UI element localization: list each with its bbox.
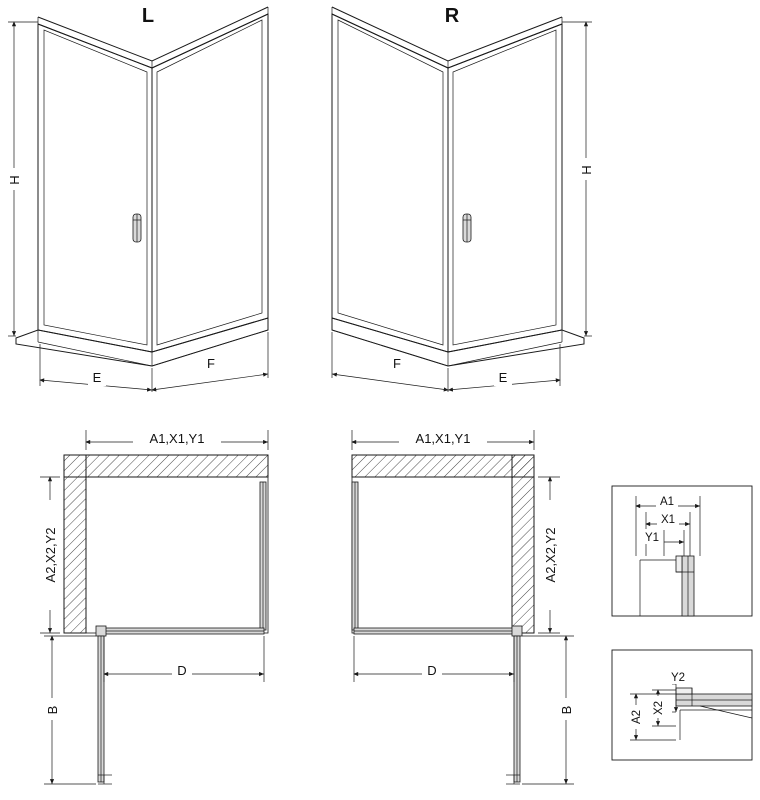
glass-panel-horizontal-right-plan xyxy=(354,628,514,634)
label-D-left: D xyxy=(177,663,187,678)
label-B-left: B xyxy=(45,705,60,715)
label-E-left: E xyxy=(92,370,102,385)
dimension-H-left xyxy=(6,22,38,336)
hinge-left-plan xyxy=(96,626,106,636)
label-H-right: H xyxy=(579,165,594,175)
dimension-D-right xyxy=(354,636,514,682)
glass-panel-vertical-left-plan xyxy=(260,482,266,630)
door-handle-right-view xyxy=(463,214,471,242)
label-A1X1Y1-right: A1,X1,Y1 xyxy=(415,431,471,446)
profile-detail-bottom xyxy=(676,688,752,740)
wall-top-right-plan xyxy=(352,455,534,477)
label-D-right: D xyxy=(427,663,437,678)
isometric-view-right xyxy=(332,5,594,392)
wall-left-left-plan xyxy=(64,477,86,633)
isometric-view-left xyxy=(6,5,268,392)
dimension-B-right xyxy=(522,636,574,784)
label-E-right: E xyxy=(498,370,508,385)
label-A1X1Y1-left: A1,X1,Y1 xyxy=(149,431,205,446)
label-A2X2Y2-left: A2,X2,Y2 xyxy=(43,527,58,583)
dimension-B-left xyxy=(44,636,96,784)
dimension-A2X2Y2-left xyxy=(40,477,60,633)
dimension-Y1-detail xyxy=(641,529,684,556)
dimension-H-right xyxy=(562,22,594,336)
glass-panel-vertical-right-plan xyxy=(352,482,358,630)
label-H-left: H xyxy=(7,175,22,185)
dimension-A2X2Y2-right xyxy=(538,477,560,633)
label-Y2-detail: Y2 xyxy=(670,672,686,684)
label-A1-detail: A1 xyxy=(659,496,675,508)
detail-view-bottom xyxy=(612,650,752,760)
dimension-D-left xyxy=(104,636,264,682)
glass-panel-horizontal-left-plan xyxy=(104,628,264,634)
dimension-A1X1Y1-right xyxy=(352,430,534,450)
plan-view-right xyxy=(352,430,574,784)
detail-view-top xyxy=(612,486,752,616)
label-X1-detail: X1 xyxy=(660,514,676,526)
door-swing-left-plan xyxy=(98,636,112,784)
wall-right-right-plan xyxy=(512,477,534,633)
door-handle-left-view xyxy=(133,214,141,242)
door-swing-right-plan xyxy=(506,636,520,784)
plan-view-left xyxy=(40,430,268,784)
label-X2-detail: X2 xyxy=(653,700,665,716)
profile-detail-top xyxy=(640,556,694,616)
label-F-right: F xyxy=(393,356,401,371)
dimension-A1X1Y1-left xyxy=(86,430,268,450)
label-A2X2Y2-right: A2,X2,Y2 xyxy=(543,527,558,583)
label-F-left: F xyxy=(207,356,215,371)
view-title-right: R xyxy=(444,5,460,27)
label-B-right: B xyxy=(559,705,574,715)
dimension-X2-detail xyxy=(650,690,676,726)
hinge-right-plan xyxy=(512,626,522,636)
wall-top-left-plan xyxy=(86,455,268,477)
label-A2-detail: A2 xyxy=(631,709,643,725)
label-Y1-detail: Y1 xyxy=(644,532,660,544)
view-title-left: L xyxy=(141,5,155,27)
